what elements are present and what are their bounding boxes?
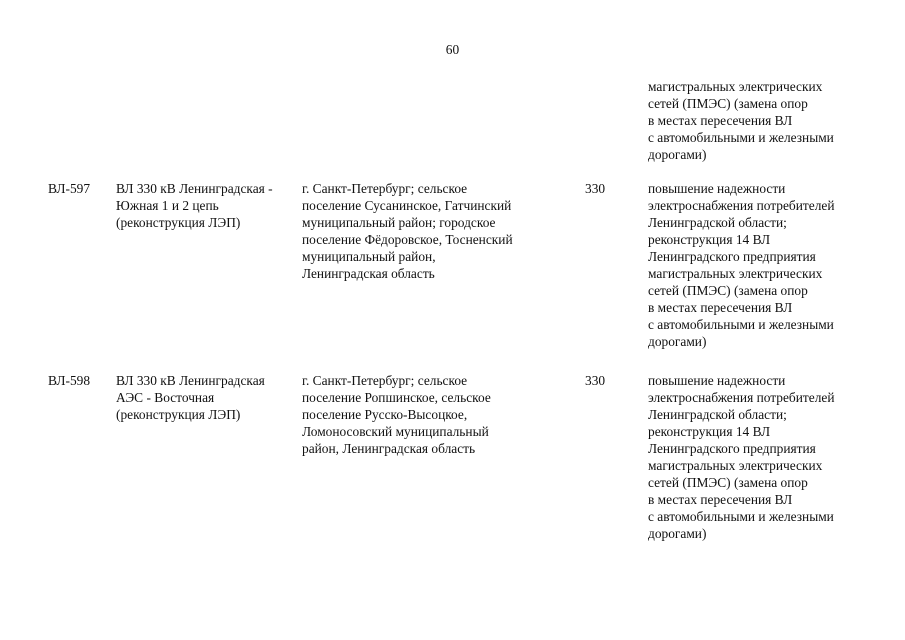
- object-name-cell: ВЛ 330 кВ Ленинградская АЭС - Восточная (реконструкция ЛЭП): [116, 373, 265, 422]
- object-name-cell: ВЛ 330 кВ Ленинградская - Южная 1 и 2 цепь (реконструкция ЛЭП): [116, 181, 273, 230]
- purpose-cell: повышение надежности электроснабжения потребителей Ленинградской области; реконструкция 14 ВЛ Ленинградского предприятия магистральных электрических сетей (ПМЭС) (замена опор в местах пересечения ВЛ с автомобильными и железными дорогами): [648, 373, 835, 541]
- voltage-cell: 330: [585, 373, 606, 388]
- location-cell: г. Санкт-Петербург; сельское поселение Ропшинское, сельское поселение Русско-Высоцкое, Ломоносовский муниципальный район, Ленинградская область: [302, 373, 491, 456]
- carryover-purpose-cell: магистральных электрических сетей (ПМЭС) (замена опор в местах пересечения ВЛ с автомобильными и железными дорогами): [648, 79, 834, 162]
- object-code-cell: ВЛ-597: [48, 181, 91, 196]
- object-code-cell: ВЛ-598: [48, 373, 91, 388]
- purpose-cell: повышение надежности электроснабжения потребителей Ленинградской области; реконструкция 14 ВЛ Ленинградского предприятия магистральных электрических сетей (ПМЭС) (замена опор в местах пересечения ВЛ с автомобильными и железными дорогами): [648, 181, 835, 349]
- voltage-cell: 330: [585, 181, 606, 196]
- page-number: 60: [445, 42, 460, 57]
- location-cell: г. Санкт-Петербург; сельское поселение Сусанинское, Гатчинский муниципальный район; городское поселение Фёдоровское, Тосненский муниципальный район, Ленинградская область: [302, 181, 513, 281]
